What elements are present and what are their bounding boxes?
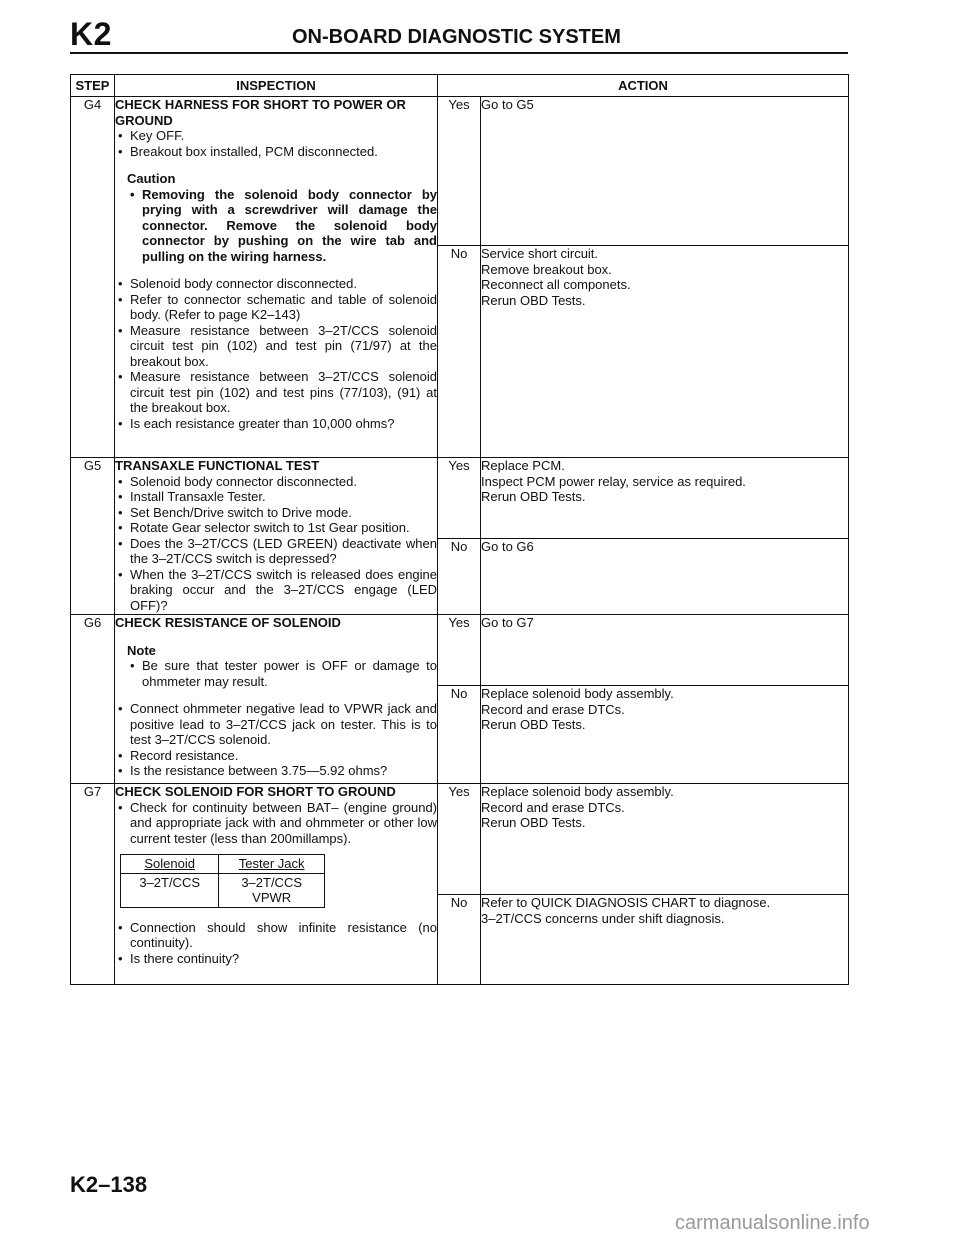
list-item: • Is the resistance between 3.75—5.92 ohms? bbox=[115, 763, 437, 779]
inspection-cell bbox=[115, 784, 438, 985]
page-title: ON-BOARD DIAGNOSTIC SYSTEM bbox=[292, 26, 621, 48]
bullet-list bbox=[115, 701, 437, 779]
list-item: • Check for continuity between BAT– (engine ground) and appropriate jack with and ohmmeter or other low current tester (less than 200millamps). bbox=[115, 800, 437, 847]
action-line: Rerun OBD Tests. bbox=[481, 489, 586, 504]
step-title: TRANSAXLE FUNCTIONAL TEST bbox=[115, 458, 320, 473]
section-code: K2 bbox=[70, 16, 112, 52]
bullet-list bbox=[115, 276, 437, 431]
list-item: • Measure resistance between 3–2T/CCS solenoid circuit test pin (102) and test pins (77/103), (91) at the breakout box. bbox=[115, 369, 437, 416]
yes-action-cell bbox=[481, 615, 849, 686]
mini-header-solenoid: Solenoid bbox=[121, 855, 219, 874]
no-label: No bbox=[438, 539, 481, 615]
action-line: Record and erase DTCs. bbox=[481, 701, 625, 717]
action-line: Replace PCM. bbox=[481, 458, 565, 473]
table-header-row bbox=[71, 75, 849, 97]
yes-action-cell bbox=[481, 784, 849, 895]
table-row bbox=[71, 97, 849, 246]
yes-action-cell bbox=[481, 458, 849, 539]
action-line: Rerun OBD Tests. bbox=[481, 717, 586, 732]
inspection-cell bbox=[115, 615, 438, 784]
no-action-cell bbox=[481, 246, 849, 458]
list-item: • Set Bench/Drive switch to Drive mode. bbox=[115, 505, 437, 521]
note-heading: Note bbox=[127, 642, 156, 658]
action-line: Service short circuit. bbox=[481, 246, 599, 261]
table-row bbox=[71, 458, 849, 539]
header-inspection: INSPECTION bbox=[115, 75, 438, 97]
action-line: Replace solenoid body assembly. bbox=[481, 686, 674, 701]
action-line: Inspect PCM power relay, service as required. bbox=[481, 473, 746, 489]
yes-label: Yes bbox=[438, 615, 481, 686]
action-line: Record and erase DTCs. bbox=[481, 799, 625, 815]
action-line: Rerun OBD Tests. bbox=[481, 292, 586, 308]
list-item: • Breakout box installed, PCM disconnected. bbox=[115, 144, 437, 160]
list-item: • Solenoid body connector disconnected. bbox=[115, 276, 437, 292]
yes-label: Yes bbox=[438, 458, 481, 539]
no-label: No bbox=[438, 686, 481, 784]
header-action: ACTION bbox=[438, 75, 849, 97]
list-item: • When the 3–2T/CCS switch is released does engine braking occur and the 3–2T/CCS engage (LED OFF)? bbox=[115, 567, 437, 614]
list-item: • Rotate Gear selector switch to 1st Gear position. bbox=[115, 520, 437, 536]
list-item: • Record resistance. bbox=[115, 748, 437, 764]
watermark: carmanualsonline.info bbox=[675, 1212, 870, 1234]
note-block bbox=[127, 643, 437, 690]
action-line: Go to G7 bbox=[481, 615, 534, 630]
mini-cell-jacks bbox=[219, 873, 325, 907]
no-label: No bbox=[438, 895, 481, 985]
table-row bbox=[71, 615, 849, 686]
no-action-cell bbox=[481, 539, 849, 615]
step-cell: G7 bbox=[71, 784, 115, 985]
step-cell: G5 bbox=[71, 458, 115, 615]
step-cell: G6 bbox=[71, 615, 115, 784]
mini-jack-2: VPWR bbox=[252, 890, 292, 905]
table-row bbox=[71, 784, 849, 895]
page-header bbox=[70, 18, 848, 54]
action-line: Replace solenoid body assembly. bbox=[481, 784, 674, 799]
list-item: • Connection should show infinite resistance (no continuity). bbox=[115, 920, 437, 951]
action-line: Remove breakout box. bbox=[481, 261, 612, 277]
action-line: Go to G5 bbox=[481, 97, 534, 112]
list-item: • Removing the solenoid body connector by prying with a screwdriver will damage the connector. Remove the solenoid body connector by pushing on the wire tab and pulling on the wiring harness. bbox=[127, 187, 437, 265]
bullet-list bbox=[115, 920, 437, 967]
yes-label: Yes bbox=[438, 784, 481, 895]
no-label: No bbox=[438, 246, 481, 458]
step-title: CHECK RESISTANCE OF SOLENOID bbox=[115, 615, 341, 630]
step-title: CHECK HARNESS FOR SHORT TO POWER OR GROUND bbox=[115, 97, 406, 128]
list-item: • Is there continuity? bbox=[115, 951, 437, 967]
list-item: • Connect ohmmeter negative lead to VPWR jack and positive lead to 3–2T/CCS jack on tester. This is to test 3–2T/CCS solenoid. bbox=[115, 701, 437, 748]
list-item: • Refer to connector schematic and table of solenoid body. (Refer to page K2–143) bbox=[115, 292, 437, 323]
step-cell: G4 bbox=[71, 97, 115, 458]
action-line: 3–2T/CCS concerns under shift diagnosis. bbox=[481, 910, 725, 926]
header-step: STEP bbox=[71, 75, 115, 97]
no-action-cell bbox=[481, 895, 849, 985]
list-item: • Does the 3–2T/CCS (LED GREEN) deactivate when the 3–2T/CCS switch is depressed? bbox=[115, 536, 437, 567]
mini-jack-1: 3–2T/CCS bbox=[241, 874, 303, 890]
action-line: Rerun OBD Tests. bbox=[481, 815, 586, 830]
list-item: • Install Transaxle Tester. bbox=[115, 489, 437, 505]
caution-heading: Caution bbox=[127, 171, 176, 186]
no-action-cell bbox=[481, 686, 849, 784]
step-title: CHECK SOLENOID FOR SHORT TO GROUND bbox=[115, 784, 396, 799]
yes-action-cell bbox=[481, 97, 849, 246]
bullet-list bbox=[115, 800, 437, 847]
list-item: • Solenoid body connector disconnected. bbox=[115, 474, 437, 490]
caution-block bbox=[127, 171, 437, 264]
mini-cell-solenoid: 3–2T/CCS bbox=[121, 873, 219, 907]
page-number: K2–138 bbox=[70, 1172, 148, 1197]
diagnostic-table bbox=[70, 74, 849, 985]
yes-label: Yes bbox=[438, 97, 481, 246]
list-item: • Is each resistance greater than 10,000 ohms? bbox=[115, 416, 437, 432]
list-item: • Key OFF. bbox=[115, 128, 437, 144]
list-item: • Be sure that tester power is OFF or damage to ohmmeter may result. bbox=[127, 658, 437, 689]
action-line: Go to G6 bbox=[481, 539, 534, 554]
bullet-list bbox=[115, 474, 437, 614]
bullet-list bbox=[115, 128, 437, 159]
mini-header-tester-jack: Tester Jack bbox=[219, 855, 325, 874]
action-line: Refer to QUICK DIAGNOSIS CHART to diagnose. bbox=[481, 895, 771, 910]
solenoid-jack-table bbox=[120, 854, 325, 908]
list-item: • Measure resistance between 3–2T/CCS solenoid circuit test pin (102) and test pin (71/97) at the breakout box. bbox=[115, 323, 437, 370]
inspection-cell bbox=[115, 458, 438, 615]
action-line: Reconnect all componets. bbox=[481, 277, 631, 292]
inspection-cell bbox=[115, 97, 438, 458]
